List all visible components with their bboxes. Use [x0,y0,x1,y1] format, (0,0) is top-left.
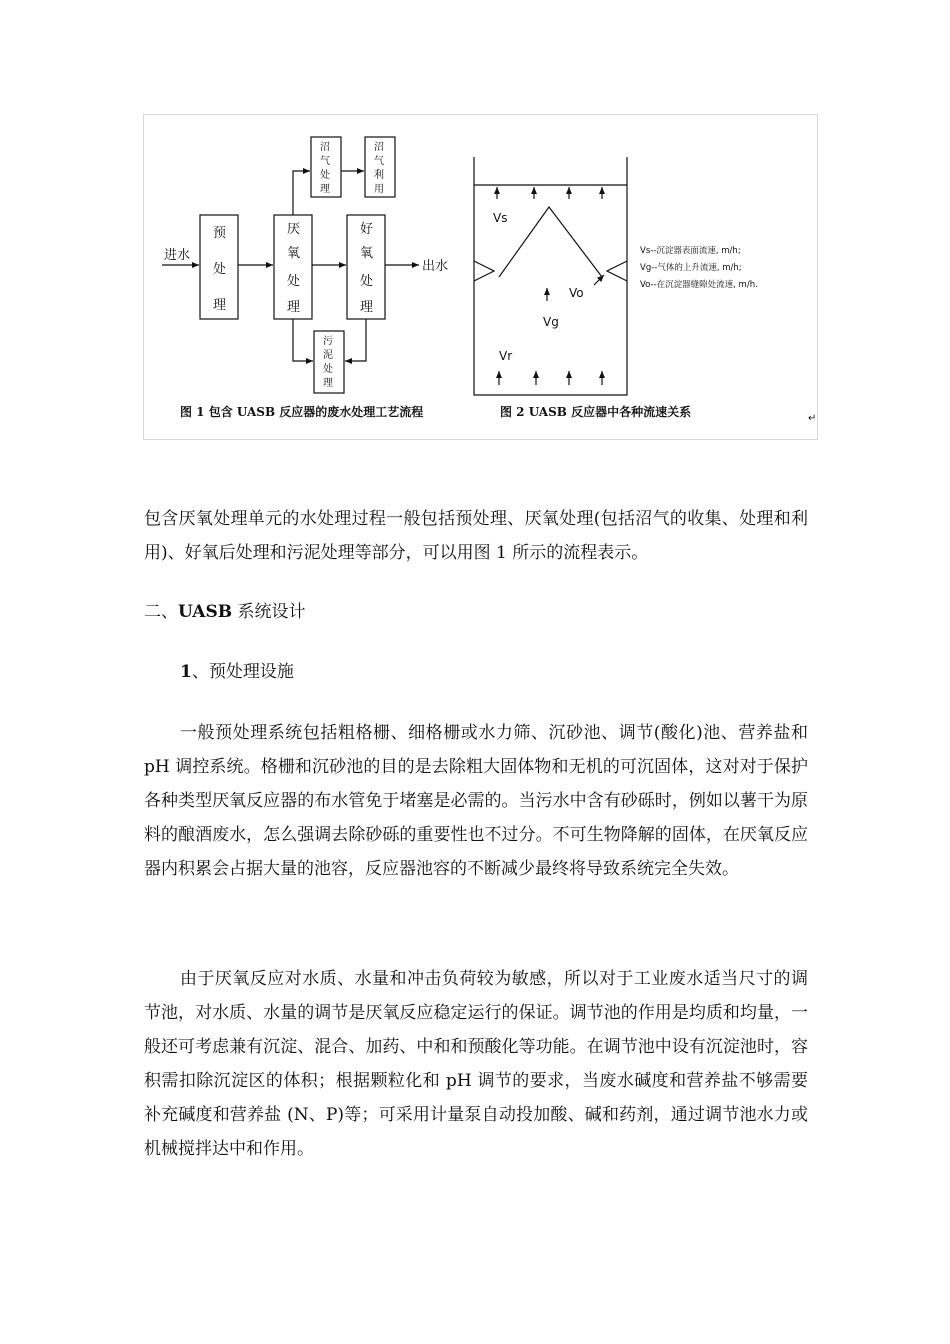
fig2-labels [493,211,816,424]
svg-text:处: 处 [360,274,374,289]
svg-text:Vs--沉淀器表面流速, m/h;: Vs--沉淀器表面流速, m/h; [640,246,741,256]
biogas-treatment-label [320,141,330,195]
right-deflector [607,261,627,281]
equalization-paragraph: 由于厌氧反应对水质、水量和冲击负荷较为敏感，所以对于工业废水适当尺寸的调节池，对水质、水量的调节是厌氧反应稳定运行的保证。调节池的作用是均质和均量，一般还可考虑兼有沉淀、混合、加药、中和和预酸化等功能。在调节池中设有沉淀池时，容积需扣除沉淀区的体积；根据颗粒化和 pH 调节的要求，当废水碱度和营养盐不够需要补充碱度和营养盐 (N、P)等；可采用计量泵自动投加酸、碱和药剂，通过调节池水力或机械搅拌达中和作用。 [144,969,808,1159]
pretreatment-paragraph: 一般预处理系统包括粗格栅、细格栅或水力筛、沉砂池、调节(酸化)池、营养盐和 pH 调控系统。格栅和沉砂池的目的是去除粗大固体物和无机的可沉固体，这对对于保护各种类型厌氧反应器的布水管免于堵塞是必需的。当污水中含有砂砾时，例如以薯干为原料的酿酒废水，怎么强调去除砂砾的重要性也不过分。不可生物降解的固体，在厌氧反应器内积累会占据大量的池容，反应器池容的不断减少最终将导致系统完全失效。 [144,723,808,879]
svg-text:气: 气 [320,156,330,167]
pretreatment-label [213,226,226,313]
fig2-reactor [474,157,627,395]
left-deflector [474,261,494,281]
vs-label: Vs [493,211,508,225]
svg-text:Vg--气体的上升流速, m/h;: Vg--气体的上升流速, m/h; [640,263,742,273]
intro-paragraph: 包含厌氧处理单元的水处理过程一般包括预处理、厌氧处理(包括沼气的收集、处理和利用)、好氧后处理和污泥处理等部分，可以用图 1 所示的流程表示。 [144,509,808,563]
svg-text:氧: 氧 [287,246,301,261]
aerobic-label [360,222,373,315]
svg-text:处: 处 [320,170,330,181]
anaerobic-label [287,222,300,315]
svg-text:泥: 泥 [323,350,333,361]
svg-text:理: 理 [287,300,301,315]
vg-label: Vg [543,315,559,329]
return-mark-icon: ↵ [808,413,817,424]
svg-text:理: 理 [320,184,330,195]
svg-text:理: 理 [213,298,227,313]
svg-text:氧: 氧 [360,246,374,261]
svg-text:处: 处 [213,262,227,277]
inlet-label: 进水 [164,248,191,263]
vr-label: Vr [499,349,513,363]
svg-text:好: 好 [360,222,374,237]
fig2-legend [640,245,758,290]
svg-text:沼: 沼 [320,142,330,153]
process-diagrams [144,115,817,439]
biogas-use-label [374,141,384,195]
figure-image [143,114,818,440]
svg-text:处: 处 [287,274,301,289]
fig1-caption: 图 1 包含 UASB 反应器的废水处理工艺流程 [180,405,424,419]
svg-text:厌: 厌 [287,222,301,237]
svg-text:沼: 沼 [374,142,384,153]
svg-text:处: 处 [323,364,333,375]
section-heading: 二、UASB 系统设计 [144,602,306,622]
svg-text:气: 气 [374,156,384,167]
sludge-label [323,335,333,389]
svg-text:用: 用 [374,184,384,195]
svg-text:Vo--在沉淀器缝隙处流速, m/h.: Vo--在沉淀器缝隙处流速, m/h. [640,280,758,290]
gas-hood [499,207,602,277]
svg-text:污: 污 [323,336,333,347]
fig1-labels [164,141,448,419]
svg-text:预: 预 [213,226,227,241]
svg-text:理: 理 [360,300,374,315]
svg-text:利: 利 [374,170,384,181]
subsection-heading: 1、预处理设施 [180,662,294,682]
vo-label: Vo [569,286,584,300]
outlet-label: 出水 [422,259,449,274]
fig2-caption: 图 2 UASB 反应器中各种流速关系 [500,405,692,419]
svg-text:理: 理 [323,378,333,389]
